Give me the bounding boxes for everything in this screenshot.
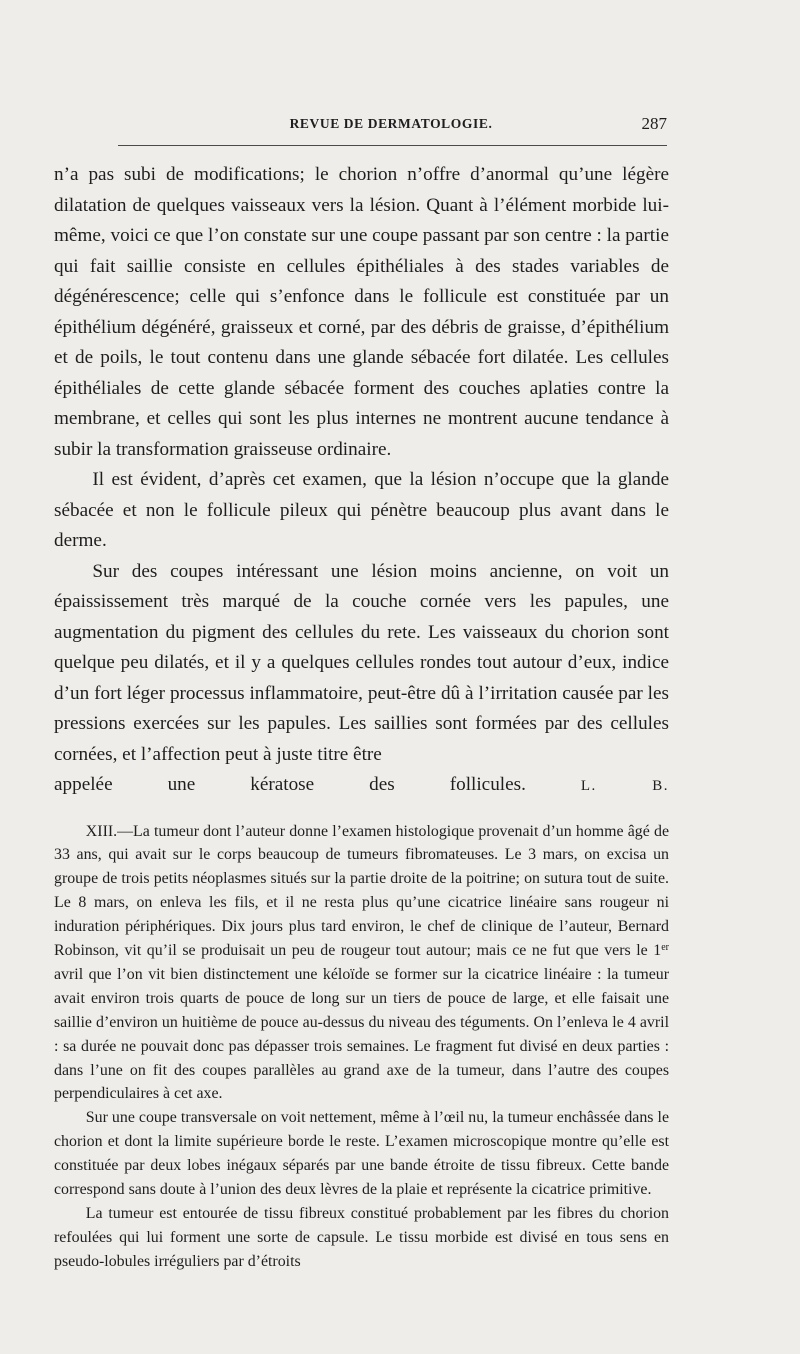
- paragraph: La tumeur est entourée de tissu fibreux constitué probablement par les fibres du chorion refoulées qui lui forment une sorte de capsule. Le tissu morbide est divisé en tous sens en pseudo-lobules irréguliers par d’étroits: [54, 1205, 669, 1270]
- ordinal-superscript: er: [661, 942, 669, 954]
- paragraph: [54, 820, 669, 1107]
- author-signature: L. B.: [580, 778, 669, 794]
- running-title: REVUE DE DERMATOLOGIE.: [289, 116, 493, 131]
- paragraph: Sur une coupe transversale on voit nettement, même à l’œil nu, la tumeur enchâssée dans le chorion et dont la limite supérieure borde le reste. L’examen microscopique montre qu’elle est constituée par deux lobes inégaux séparés par une bande étroite de tissu fibreux. Cette bande correspond sans doute à l’union des deux lèvres de la plaie et représente la cicatrice primitive.: [54, 1109, 669, 1199]
- body-text: [54, 160, 669, 1274]
- header-rule: [118, 145, 667, 146]
- page-header: [115, 116, 667, 138]
- paragraph-text-continued: avril que l’on vit bien distinctement une kéloïde se former sur la cicatrice linéaire : la tumeur avait environ trois quarts de pouce de long sur un tiers de pouce de large, et elle faisait une saillie d’environ un huitième de pouce au-dessus du niveau des téguments. On l’enleva le 4 avril : sa durée ne pouvait donc pas dépasser trois semaines. Le fragment fut divisé en deux parties : dans l’une on fit des coupes parallèles au grand axe de la tumeur, dans l’autre des coupes perpendiculaires à cet axe.: [54, 965, 669, 1103]
- paragraph: n’a pas subi de modifications; le chorion n’offre d’anormal qu’une légère dilatation de quelques vaisseaux vers la lésion. Quant à l’élément morbide lui-même, voici ce que l’on constate sur une coupe passant par son centre : la partie qui fait saillie consiste en cellules épithéliales à des stades variables de dégénérescence; celle qui s’enfonce dans le follicule est constituée par un épithélium dégénéré, graisseux et corné, par des débris de graisse, d’épithélium et de poils, le tout contenu dans une glande sébacée fort dilatée. Les cellules épithéliales de cette glande sébacée forment des couches aplaties contre la membrane, et celles qui sont les plus internes ne montrent aucune tendance à subir la transformation graisseuse ordinaire.: [54, 164, 669, 460]
- case-xiii-section: [54, 820, 669, 1274]
- paragraph-with-signature: [54, 770, 669, 802]
- paragraph-text: appelée une kératose des follicules.: [54, 774, 526, 795]
- page-number: 287: [641, 114, 667, 133]
- paragraph: Il est évident, d’après cet examen, que la lésion n’occupe que la glande sébacée et non le follicule pileux qui pénètre beaucoup plus avant dans le derme.: [54, 469, 669, 551]
- case-report-continuation: [54, 160, 669, 802]
- paragraph: Sur des coupes intéressant une lésion moins ancienne, on voit un épaississement très marqué de la couche cornée vers les papules, une augmentation du pigment des cellules du rete. Les vaisseaux du chorion sont quelque peu dilatés, et il y a quelques cellules rondes tout autour d’eux, indice d’un fort léger processus inflammatoire, peut-être dû à l’irritation causée par les pressions exercées sur les papules. Les saillies sont formées par des cellules cornées, et l’affection peut à juste titre être: [54, 560, 669, 765]
- paragraph-text: XIII.—La tumeur dont l’auteur donne l’examen histologique provenait d’un homme âgé de 33 ans, qui avait sur le corps beaucoup de tumeurs fibromateuses. Le 3 mars, on excisa un groupe de trois petits néoplasmes situés sur la partie droite de la poitrine; on sutura tout de suite. Le 8 mars, on enleva les fils, et il ne resta plus qu’une cicatrice linéaire sans rougeur ni induration périphériques. Dix jours plus tard environ, le chef de clinique de l’auteur, Bernard Robinson, vit qu’il se produisait un peu de rougeur tout autour; mais ce ne fut que vers le 1: [54, 822, 669, 960]
